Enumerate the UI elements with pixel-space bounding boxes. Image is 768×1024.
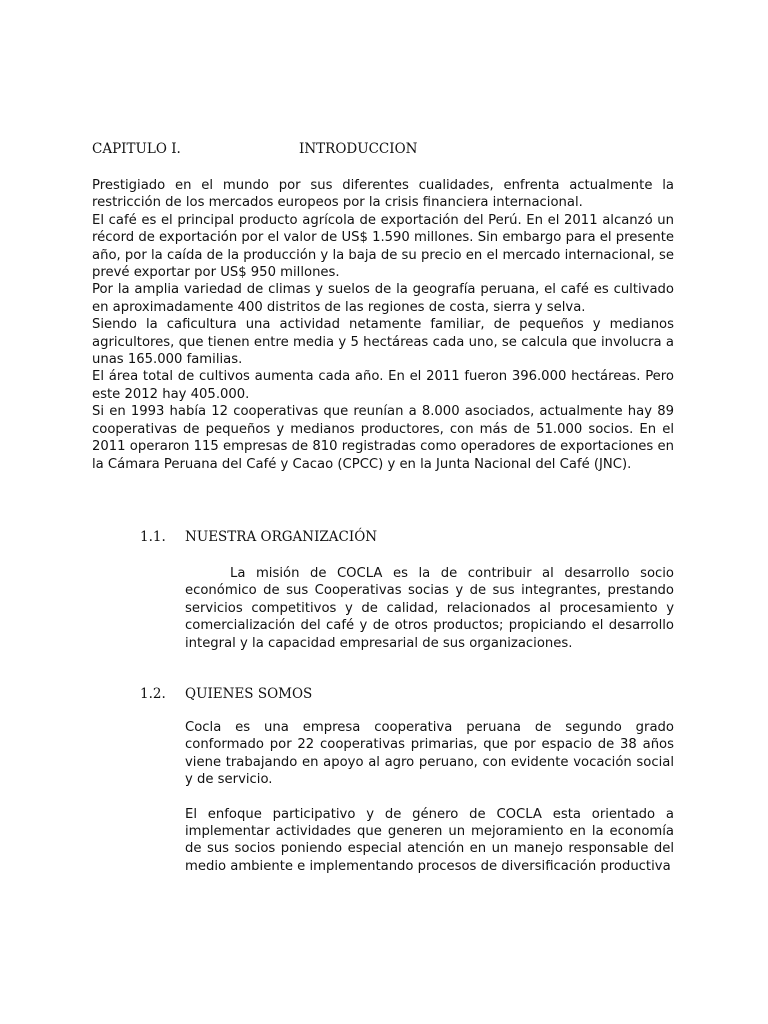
section-body-organizacion — [185, 565, 674, 652]
chapter-heading — [92, 141, 674, 159]
section-paragraph: La misión de COCLA es la de contribuir al desarrollo socio económico de sus Cooperativas socias y de sus integrantes, prestando servicios competitivos y de calidad, relacionados al procesamiento y comercialización del café y de otros productos; propiciando el desarrollo integral y la capacidad empresarial de sus organizaciones. — [185, 566, 674, 651]
intro-paragraph: Prestigiado en el mundo por sus diferentes cualidades, enfrenta actualmente la restricción de los mercados europeos por la crisis financiera internacional. — [92, 178, 674, 211]
section-paragraph: El enfoque participativo y de género de COCLA esta orientado a implementar actividades que generen un mejoramiento en la economía de sus socios poniendo especial atención en un manejo responsable del medio ambiente e implementando procesos de diversificación productiva — [185, 806, 674, 874]
introduction-text — [92, 177, 674, 473]
section-heading-organizacion — [140, 529, 680, 547]
intro-paragraph: El área total de cultivos aumenta cada año. En el 2011 fueron 396.000 hectáreas. Pero este 2012 hay 405.000. — [92, 369, 674, 402]
chapter-title: INTRODUCCION — [299, 141, 418, 157]
intro-paragraph: Por la amplia variedad de climas y suelos de la geografía peruana, el café es cultivado en aproximadamente 400 distritos de las regiones de costa, sierra y selva. — [92, 282, 674, 315]
intro-paragraph: El café es el principal producto agrícola de exportación del Perú. En el 2011 alcanzó un récord de exportación por el valor de US$ 1.590 millones. Sin embargo para el presente año, por la caída de la producción y la baja de su precio en el mercado internacional, se prevé exportar por US$ 950 millones. — [92, 212, 674, 281]
section-heading-quienes-somos — [140, 686, 680, 704]
chapter-number: CAPITULO I. — [92, 141, 181, 157]
intro-paragraph: Si en 1993 había 12 cooperativas que reunían a 8.000 asociados, actualmente hay 89 cooperativas de pequeños y medianos productores, con más de 51.000 socios. En el 2011 operaron 115 empresas de 810 registradas como operadores de exportaciones en la Cámara Peruana del Café y Cacao (CPCC) y en la Junta Nacional del Café (JNC). — [92, 404, 674, 472]
section-number: 1.2. — [140, 686, 166, 702]
intro-paragraph: Siendo la caficultura una actividad netamente familiar, de pequeños y medianos agricultores, que tienen entre media y 5 hectáreas cada uno, se calcula que involucra a unas 165.000 familias. — [92, 317, 674, 368]
section-title: QUIENES SOMOS — [185, 686, 313, 702]
section-title: NUESTRA ORGANIZACIÓN — [185, 529, 378, 545]
section-paragraph: Cocla es una empresa cooperativa peruana de segundo grado conformado por 22 cooperativas primarias, que por espacio de 38 años viene trabajando en apoyo al agro peruano, con evidente vocación social y de servicio. — [185, 720, 674, 788]
section-number: 1.1. — [140, 529, 166, 545]
section-body-quienes-somos — [185, 719, 674, 875]
